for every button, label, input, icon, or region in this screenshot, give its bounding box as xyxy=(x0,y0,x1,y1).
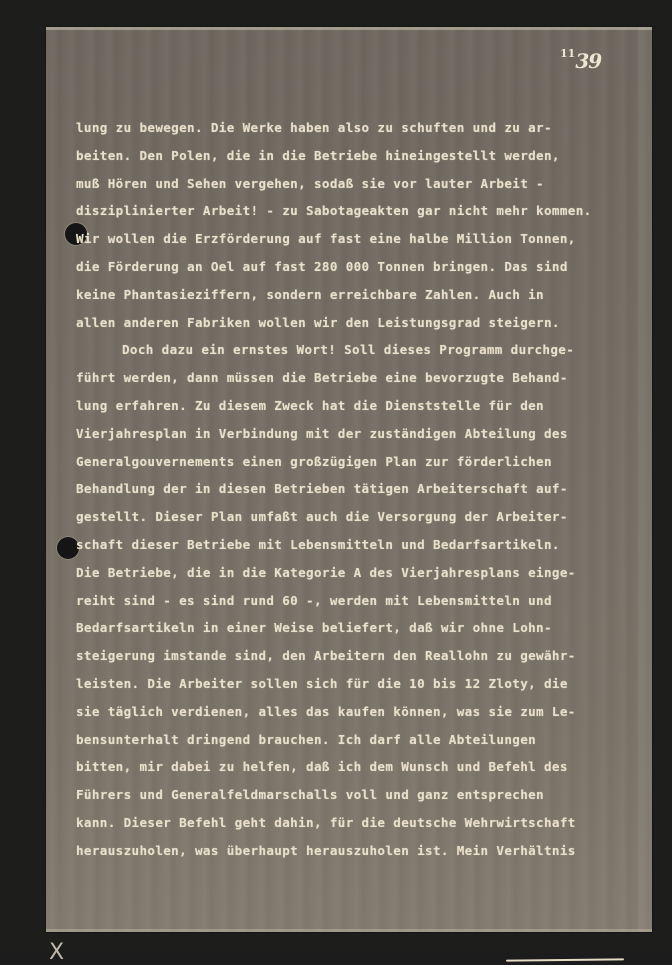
text-line: lung erfahren. Zu diesem Zweck hat die Dienststelle für den xyxy=(76,397,544,413)
text-line: Generalgouvernements einen großzügigen Plan zur förderlichen xyxy=(76,453,552,469)
page-number-main: 39 xyxy=(575,49,602,73)
text-line: schaft dieser Betriebe mit Lebensmitteln und Bedarfsartikeln. xyxy=(76,536,560,552)
text-line: Behandlung der in diesen Betrieben tätigen Arbeiterschaft auf- xyxy=(76,481,568,497)
handwritten-page-number xyxy=(560,49,601,73)
margin-x-mark: X xyxy=(49,940,65,965)
text-line: führt werden, dann müssen die Betriebe eine bevorzugte Behand- xyxy=(76,370,568,386)
text-line: muß Hören und Sehen vergehen, sodaß sie vor lauter Arbeit - xyxy=(76,175,544,191)
text-line: beiten. Den Polen, die in die Betriebe hineingestellt werden, xyxy=(76,147,560,163)
text-line: Bedarfsartikeln in einer Weise beliefert, daß wir ohne Lohn- xyxy=(76,620,552,636)
text-line: lung zu bewegen. Die Werke haben also zu schuften und zu ar- xyxy=(76,120,552,135)
text-line: die Förderung an Oel auf fast 280 000 Tonnen bringen. Das sind xyxy=(76,258,568,274)
text-line: sie täglich verdienen, alles das kaufen können, was sie zum Le- xyxy=(76,703,576,719)
text-line: keine Phantasieziffern, sondern erreichbare Zahlen. Auch in xyxy=(76,286,544,302)
page-number-superscript: 11 xyxy=(560,47,576,60)
paragraph-start-line: Doch dazu ein ernstes Wort! Soll dieses Programm durchge- xyxy=(122,342,575,358)
text-line: herauszuholen, was überhaupt herauszuholen ist. Mein Verhältnis xyxy=(76,842,576,858)
text-line: steigerung imstande sind, den Arbeitern den Reallohn zu gewähr- xyxy=(76,648,576,664)
text-line: disziplinierter Arbeit! - zu Sabotageakten gar nicht mehr kommen. xyxy=(76,203,592,219)
text-line: Wir wollen die Erzförderung auf fast eine halbe Million Tonnen, xyxy=(76,231,576,247)
text-line: gestellt. Dieser Plan umfaßt auch die Versorgung der Arbeiter- xyxy=(76,509,568,525)
text-line: Vierjahresplan in Verbindung mit der zuständigen Abteilung des xyxy=(76,425,568,441)
text-line: bensunterhalt dringend brauchen. Ich darf alle Abteilungen xyxy=(76,731,537,747)
handwritten-underline xyxy=(506,958,624,961)
text-line: kann. Dieser Befehl geht dahin, für die deutsche Wehrwirtschaft xyxy=(76,814,576,830)
document-page xyxy=(46,27,652,965)
text-line: allen anderen Fabriken wollen wir den Leistungsgrad steigern. xyxy=(76,314,560,330)
page-top-edge xyxy=(46,27,652,30)
text-line: Die Betriebe, die in die Kategorie A des Vierjahresplans einge- xyxy=(76,564,576,580)
text-line: Führers und Generalfeldmarschalls voll und ganz entsprechen xyxy=(76,787,544,803)
text-line: reiht sind - es sind rund 60 -, werden mit Lebensmitteln und xyxy=(76,592,552,608)
page-bottom-edge xyxy=(46,929,652,932)
typewritten-text-body xyxy=(49,114,646,965)
text-line: leisten. Die Arbeiter sollen sich für die 10 bis 12 Zloty, die xyxy=(76,675,568,691)
text-line: bitten, mir dabei zu helfen, daß ich dem Wunsch und Befehl des xyxy=(76,759,568,775)
